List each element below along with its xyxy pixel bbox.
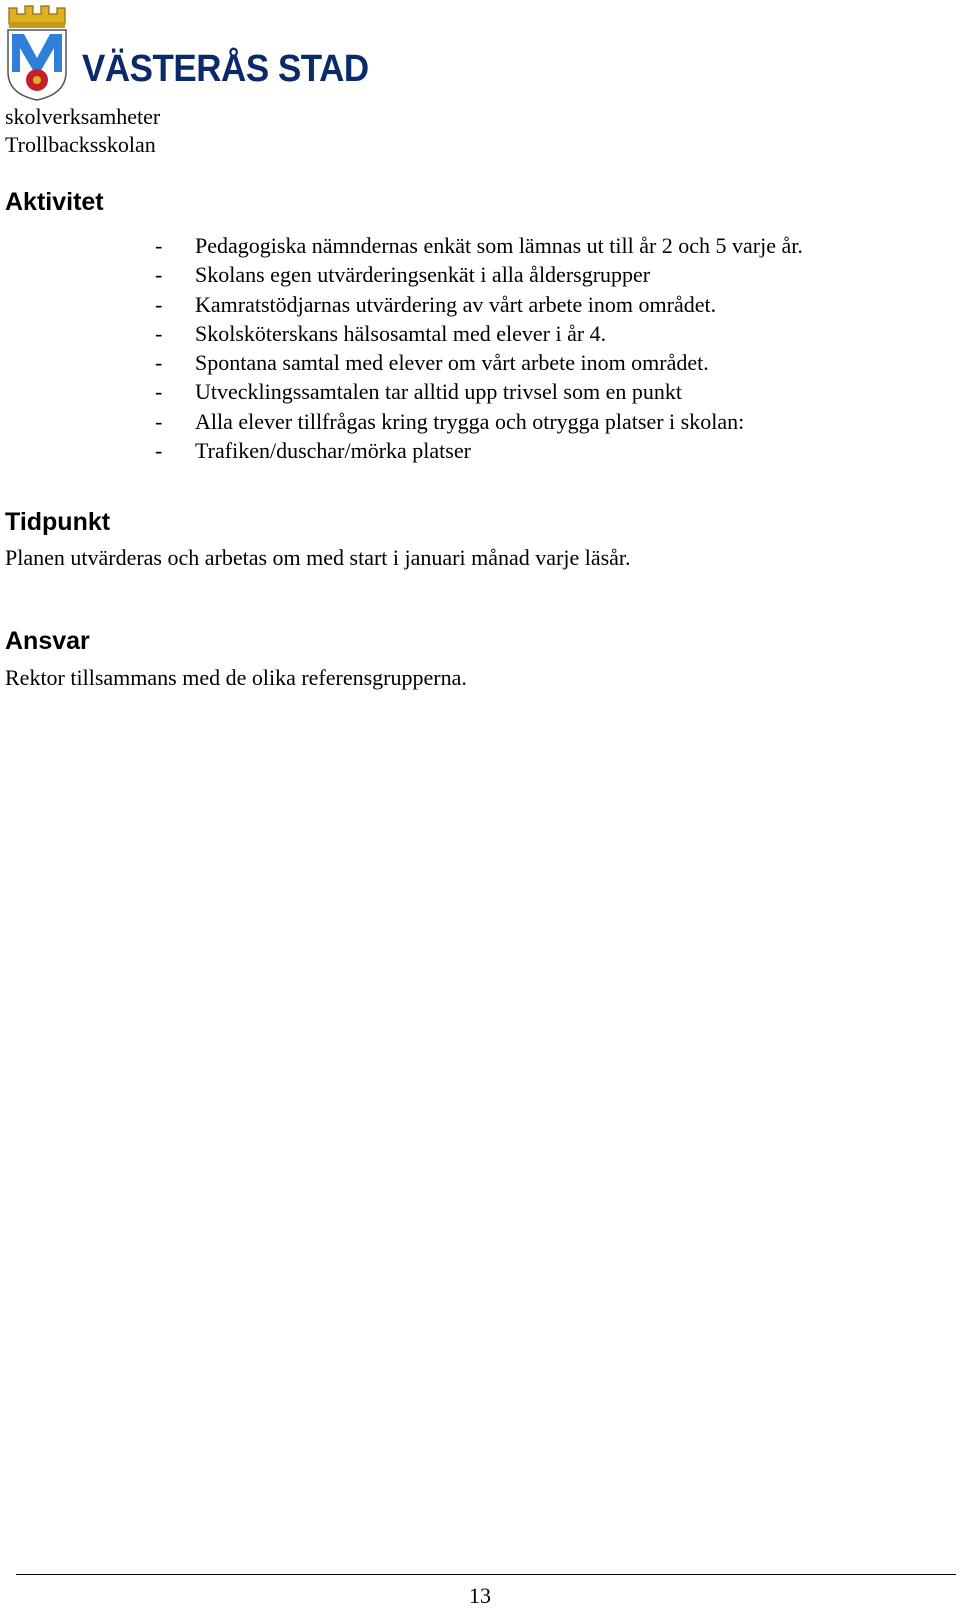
logo-wordmark: VÄSTERÅS STAD [82, 48, 369, 90]
section-heading-ansvar: Ansvar [5, 627, 90, 655]
list-item-text: Alla elever tillfrågas kring trygga och otrygga platser i skolan: [195, 408, 745, 434]
org-line-2: Trollbacksskolan [5, 132, 156, 157]
bullet-dash: - [155, 291, 163, 317]
bullet-dash: - [155, 262, 163, 288]
coat-of-arms-icon [4, 2, 74, 102]
section-heading-tidpunkt: Tidpunkt [5, 508, 111, 536]
bullet-dash: - [155, 408, 163, 434]
list-item-text: Spontana samtal med elever om vårt arbete inom området. [195, 350, 709, 376]
vasteras-stad-logo [4, 2, 369, 102]
bullet-dash: - [155, 233, 163, 258]
bullet-dash: - [155, 350, 163, 376]
org-line-1: skolverksamheter [5, 104, 161, 129]
list-item-text: Trafiken/duschar/mörka platser [195, 438, 471, 464]
tidpunkt-text: Planen utvärderas och arbetas om med start i januari månad varje läsår. [5, 545, 631, 570]
list-item-text: Skolans egen utvärderingsenkät i alla åldersgrupper [195, 262, 651, 288]
footer-divider [16, 1574, 956, 1575]
ansvar-text: Rektor tillsammans med de olika referensgrupperna. [5, 665, 467, 690]
bullet-dash: - [155, 320, 163, 346]
list-item-text: Pedagogiska nämndernas enkät som lämnas ut till år 2 och 5 varje år. [195, 233, 803, 258]
bullet-dash: - [155, 438, 163, 464]
section-heading-aktivitet: Aktivitet [5, 188, 104, 216]
list-item-text: Skolsköterskans hälsosamtal med elever i år 4. [195, 320, 607, 346]
list-item-text: Utvecklingssamtalen tar alltid upp trivsel som en punkt [195, 379, 682, 405]
page-number: 13 [469, 1583, 491, 1608]
list-item-text: Kamratstödjarnas utvärdering av vårt arbete inom området. [195, 291, 717, 317]
bullet-dash: - [155, 379, 163, 405]
